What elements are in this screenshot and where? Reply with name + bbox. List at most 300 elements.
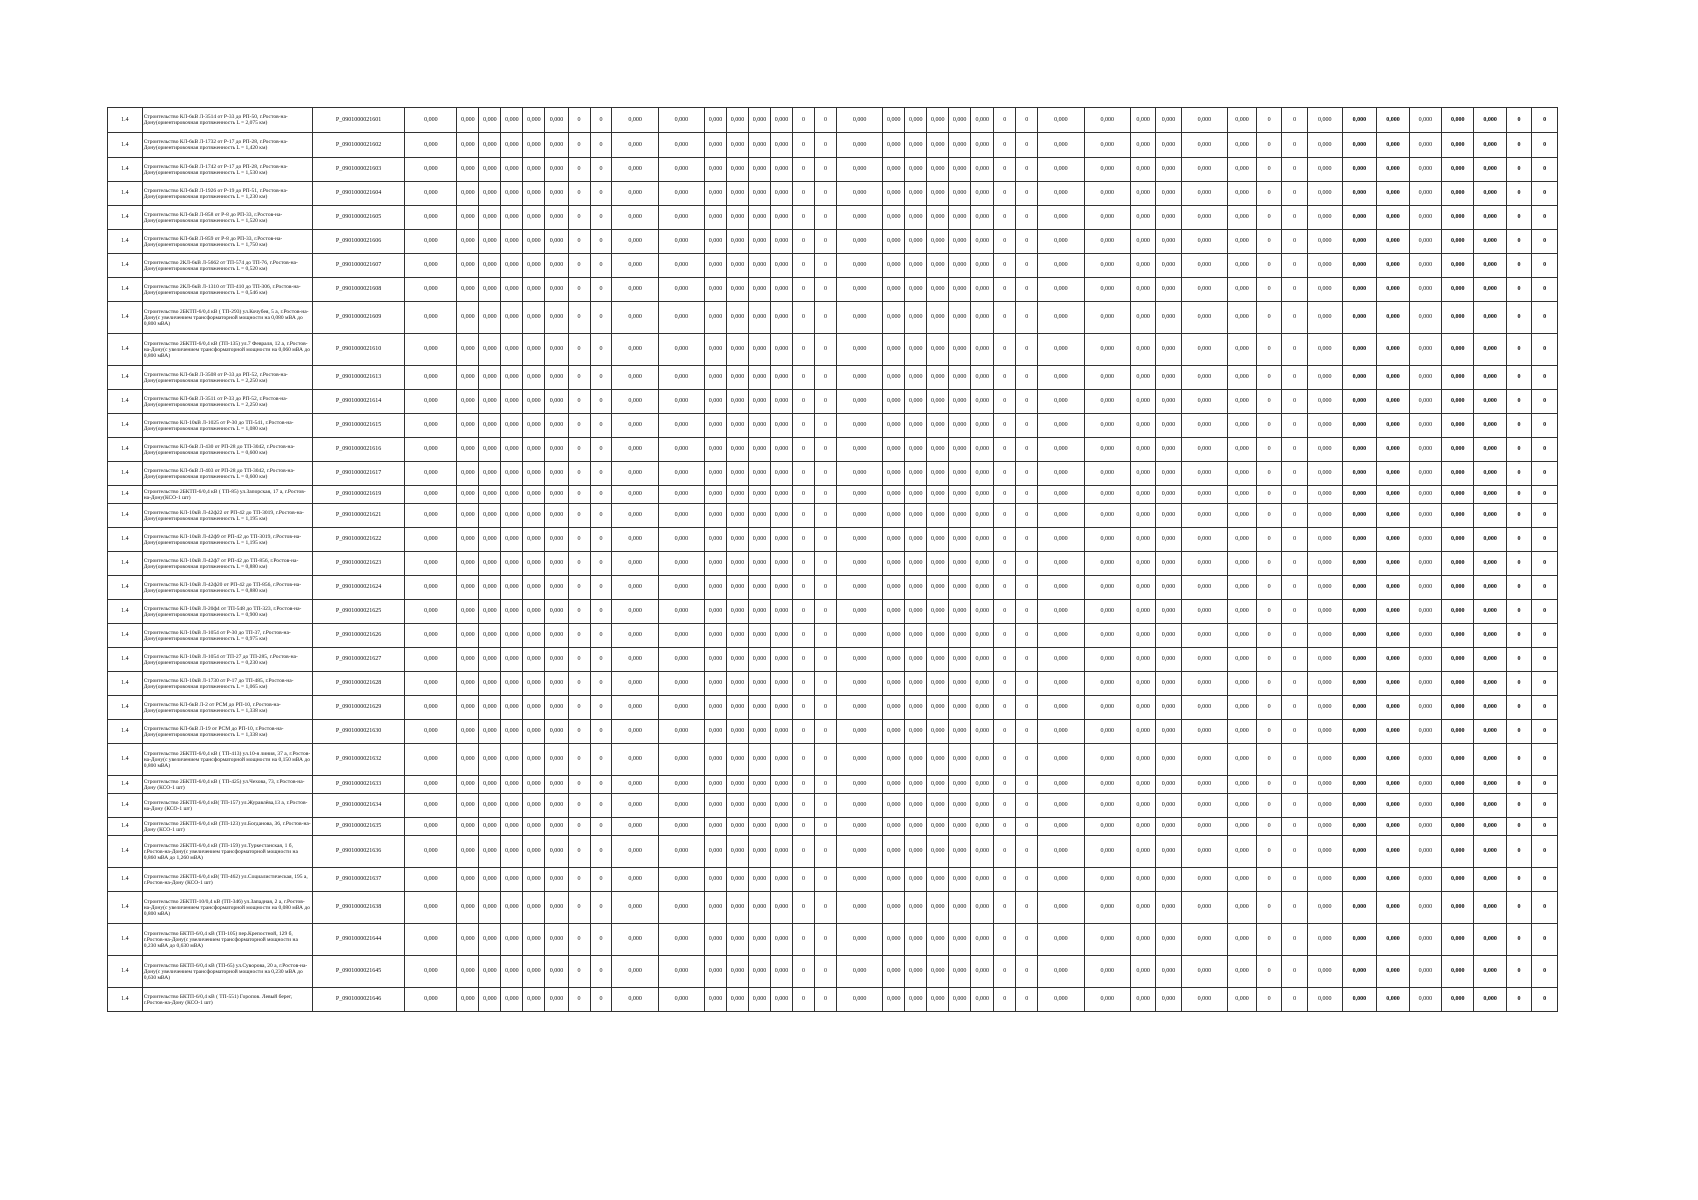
cell-count: 0 <box>792 956 814 988</box>
cell-count: 0 <box>994 462 1016 486</box>
cell-count: 0 <box>1016 230 1038 254</box>
cell-value: 0,000 <box>1342 366 1377 390</box>
cell-value: 0,000 <box>727 182 749 206</box>
table-row <box>108 414 1558 438</box>
table-row <box>108 624 1558 648</box>
cell-value: 0,000 <box>658 672 704 696</box>
cell-value: 0,000 <box>457 462 479 486</box>
cell-value: 0,000 <box>927 486 949 504</box>
cell-count: 0 <box>1282 600 1307 624</box>
cell-project-code: P_0901000021645 <box>312 956 405 988</box>
cell-value: 0,000 <box>1228 206 1257 230</box>
cell-project-code: P_0901000021610 <box>312 334 405 366</box>
cell-value: 0,000 <box>457 672 479 696</box>
cell-value: 0,000 <box>479 868 501 892</box>
cell-value: 0,000 <box>1084 818 1130 836</box>
cell-count: 0 <box>1506 818 1531 836</box>
cell-count: 0 <box>1016 504 1038 528</box>
cell-group: 1.4 <box>108 988 143 1012</box>
cell-value: 0,000 <box>749 744 771 776</box>
cell-value: 0,000 <box>727 390 749 414</box>
cell-value: 0,000 <box>771 624 793 648</box>
cell-count: 0 <box>814 924 836 956</box>
cell-value: 0,000 <box>1307 868 1342 892</box>
cell-value: 0,000 <box>1377 892 1409 924</box>
cell-value: 0,000 <box>1228 278 1257 302</box>
cell-value: 0,000 <box>949 672 971 696</box>
cell-group: 1.4 <box>108 744 143 776</box>
cell-value: 0,000 <box>658 836 704 868</box>
cell-description: Строительство КЛ-6кВ Л-3511 от Р-33 до РП-52, г.Ростов-на-Дону(ориентировочная протяженность L = 2,250 км) <box>142 390 312 414</box>
cell-value: 0,000 <box>545 414 568 438</box>
cell-value: 0,000 <box>1038 892 1084 924</box>
cell-value: 0,000 <box>1307 438 1342 462</box>
cell-value: 0,000 <box>1181 390 1227 414</box>
cell-value: 0,000 <box>971 302 994 334</box>
cell-count: 0 <box>1506 254 1531 278</box>
cell-count: 0 <box>1506 206 1531 230</box>
cell-value: 0,000 <box>658 206 704 230</box>
cell-value: 0,000 <box>727 794 749 818</box>
cell-value: 0,000 <box>523 438 545 462</box>
cell-count: 0 <box>1256 744 1281 776</box>
cell-value: 0,000 <box>457 924 479 956</box>
cell-project-code: P_0901000021644 <box>312 924 405 956</box>
cell-value: 0,000 <box>883 302 905 334</box>
cell-value: 0,000 <box>545 868 568 892</box>
cell-value: 0,000 <box>883 624 905 648</box>
cell-count: 0 <box>1282 486 1307 504</box>
cell-value: 0,000 <box>1228 486 1257 504</box>
table-row <box>108 133 1558 158</box>
cell-count: 0 <box>1506 504 1531 528</box>
cell-value: 0,000 <box>612 600 658 624</box>
cell-value: 0,000 <box>1442 924 1474 956</box>
cell-value: 0,000 <box>771 504 793 528</box>
cell-value: 0,000 <box>1442 182 1474 206</box>
cell-value: 0,000 <box>501 334 523 366</box>
cell-count: 0 <box>1532 486 1558 504</box>
cell-value: 0,000 <box>545 624 568 648</box>
cell-value: 0,000 <box>1130 230 1155 254</box>
cell-value: 0,000 <box>1038 133 1084 158</box>
cell-value: 0,000 <box>1084 552 1130 576</box>
cell-value: 0,000 <box>1228 390 1257 414</box>
cell-value: 0,000 <box>457 366 479 390</box>
cell-value: 0,000 <box>1156 794 1181 818</box>
cell-count: 0 <box>1506 390 1531 414</box>
cell-value: 0,000 <box>971 390 994 414</box>
cell-count: 0 <box>590 158 612 182</box>
cell-value: 0,000 <box>1228 794 1257 818</box>
cell-value: 0,000 <box>883 366 905 390</box>
cell-value: 0,000 <box>1181 892 1227 924</box>
cell-count: 0 <box>994 486 1016 504</box>
cell-count: 0 <box>814 744 836 776</box>
cell-description: Строительство 2БКТП-6/0,4 кВ (ТП-135) ул.7 Февраля, 12 а, г.Ростов-на-Дону(с увеличением трансформаторной мощности на 0,060 мВА до 0,800 мВА) <box>142 334 312 366</box>
cell-value: 0,000 <box>949 624 971 648</box>
cell-value: 0,000 <box>1474 696 1506 720</box>
cell-count: 0 <box>792 868 814 892</box>
cell-value: 0,000 <box>1409 744 1441 776</box>
cell-count: 0 <box>814 892 836 924</box>
cell-value: 0,000 <box>658 648 704 672</box>
cell-description: Строительство 2БКТП-6/0,4 кВ ( ТП-413) ул.10-я линия, 37 а, г.Ростов-на-Дону(с увеличением трансформаторной мощности на 0,150 мВА до 0,800 мВА) <box>142 744 312 776</box>
cell-value: 0,000 <box>612 133 658 158</box>
cell-value: 0,000 <box>658 438 704 462</box>
cell-value: 0,000 <box>1038 672 1084 696</box>
cell-value: 0,000 <box>1130 892 1155 924</box>
cell-count: 0 <box>1506 158 1531 182</box>
cell-value: 0,000 <box>479 133 501 158</box>
cell-value: 0,000 <box>927 776 949 794</box>
cell-value: 0,000 <box>927 696 949 720</box>
cell-value: 0,000 <box>1409 696 1441 720</box>
cell-value: 0,000 <box>1307 892 1342 924</box>
cell-value: 0,000 <box>771 672 793 696</box>
cell-count: 0 <box>814 836 836 868</box>
cell-value: 0,000 <box>1181 302 1227 334</box>
cell-value: 0,000 <box>727 334 749 366</box>
cell-value: 0,000 <box>1181 744 1227 776</box>
cell-count: 0 <box>1016 133 1038 158</box>
cell-count: 0 <box>814 133 836 158</box>
cell-value: 0,000 <box>1377 552 1409 576</box>
cell-value: 0,000 <box>1377 504 1409 528</box>
cell-value: 0,000 <box>749 438 771 462</box>
cell-count: 0 <box>568 462 590 486</box>
table-row <box>108 836 1558 868</box>
cell-value: 0,000 <box>905 486 927 504</box>
cell-description: Строительство КЛ-6кВ Л-2 от РСМ до РП-10, г.Ростов-на-Дону(ориентировочная протяженность L = 1,338 км) <box>142 696 312 720</box>
cell-value: 0,000 <box>1442 254 1474 278</box>
cell-value: 0,000 <box>749 672 771 696</box>
cell-value: 0,000 <box>1228 528 1257 552</box>
cell-count: 0 <box>1532 182 1558 206</box>
cell-value: 0,000 <box>612 504 658 528</box>
cell-value: 0,000 <box>612 206 658 230</box>
cell-value: 0,000 <box>479 648 501 672</box>
cell-value: 0,000 <box>727 462 749 486</box>
cell-value: 0,000 <box>405 230 457 254</box>
cell-value: 0,000 <box>1156 600 1181 624</box>
cell-value: 0,000 <box>545 438 568 462</box>
cell-value: 0,000 <box>905 794 927 818</box>
cell-value: 0,000 <box>1130 278 1155 302</box>
cell-count: 0 <box>1256 600 1281 624</box>
cell-count: 0 <box>1506 108 1531 133</box>
cell-value: 0,000 <box>1474 892 1506 924</box>
cell-value: 0,000 <box>523 462 545 486</box>
cell-value: 0,000 <box>545 254 568 278</box>
cell-value: 0,000 <box>1038 956 1084 988</box>
cell-value: 0,000 <box>1342 158 1377 182</box>
cell-value: 0,000 <box>1442 528 1474 552</box>
cell-value: 0,000 <box>1342 302 1377 334</box>
cell-count: 0 <box>792 988 814 1012</box>
cell-value: 0,000 <box>949 254 971 278</box>
cell-count: 0 <box>1256 414 1281 438</box>
cell-group: 1.4 <box>108 334 143 366</box>
cell-count: 0 <box>814 438 836 462</box>
cell-value: 0,000 <box>1377 366 1409 390</box>
cell-value: 0,000 <box>836 182 882 206</box>
cell-value: 0,000 <box>1377 133 1409 158</box>
cell-project-code: P_0901000021623 <box>312 552 405 576</box>
cell-value: 0,000 <box>1377 438 1409 462</box>
cell-count: 0 <box>1506 720 1531 744</box>
cell-value: 0,000 <box>1038 600 1084 624</box>
cell-count: 0 <box>994 836 1016 868</box>
cell-group: 1.4 <box>108 624 143 648</box>
cell-count: 0 <box>792 696 814 720</box>
cell-value: 0,000 <box>1342 624 1377 648</box>
cell-value: 0,000 <box>1442 836 1474 868</box>
cell-value: 0,000 <box>523 504 545 528</box>
cell-value: 0,000 <box>1342 696 1377 720</box>
cell-value: 0,000 <box>523 108 545 133</box>
cell-value: 0,000 <box>1228 924 1257 956</box>
cell-value: 0,000 <box>1038 924 1084 956</box>
cell-value: 0,000 <box>836 624 882 648</box>
cell-count: 0 <box>568 254 590 278</box>
cell-count: 0 <box>994 576 1016 600</box>
cell-count: 0 <box>1016 302 1038 334</box>
cell-value: 0,000 <box>883 794 905 818</box>
cell-value: 0,000 <box>1307 648 1342 672</box>
cell-value: 0,000 <box>1228 624 1257 648</box>
cell-count: 0 <box>590 206 612 230</box>
cell-value: 0,000 <box>1038 278 1084 302</box>
cell-value: 0,000 <box>1342 390 1377 414</box>
cell-value: 0,000 <box>771 818 793 836</box>
cell-value: 0,000 <box>523 366 545 390</box>
cell-value: 0,000 <box>771 696 793 720</box>
cell-value: 0,000 <box>927 182 949 206</box>
cell-count: 0 <box>1016 182 1038 206</box>
cell-value: 0,000 <box>727 504 749 528</box>
cell-count: 0 <box>590 278 612 302</box>
cell-value: 0,000 <box>883 504 905 528</box>
cell-count: 0 <box>1532 956 1558 988</box>
cell-value: 0,000 <box>1228 438 1257 462</box>
cell-value: 0,000 <box>1038 744 1084 776</box>
cell-count: 0 <box>1506 334 1531 366</box>
cell-value: 0,000 <box>457 414 479 438</box>
cell-value: 0,000 <box>479 504 501 528</box>
cell-value: 0,000 <box>705 108 727 133</box>
cell-value: 0,000 <box>1409 414 1441 438</box>
cell-value: 0,000 <box>883 868 905 892</box>
cell-value: 0,000 <box>1307 624 1342 648</box>
cell-group: 1.4 <box>108 648 143 672</box>
cell-count: 0 <box>1506 486 1531 504</box>
cell-count: 0 <box>1016 648 1038 672</box>
cell-value: 0,000 <box>1342 552 1377 576</box>
cell-value: 0,000 <box>405 414 457 438</box>
cell-count: 0 <box>1532 334 1558 366</box>
cell-value: 0,000 <box>612 836 658 868</box>
cell-value: 0,000 <box>1307 462 1342 486</box>
table-row <box>108 672 1558 696</box>
cell-value: 0,000 <box>927 672 949 696</box>
cell-value: 0,000 <box>1228 836 1257 868</box>
cell-value: 0,000 <box>905 133 927 158</box>
cell-value: 0,000 <box>1307 486 1342 504</box>
cell-value: 0,000 <box>457 648 479 672</box>
cell-value: 0,000 <box>1409 133 1441 158</box>
cell-count: 0 <box>1532 278 1558 302</box>
cell-value: 0,000 <box>1228 366 1257 390</box>
cell-value: 0,000 <box>1474 720 1506 744</box>
cell-count: 0 <box>590 794 612 818</box>
cell-value: 0,000 <box>545 924 568 956</box>
cell-value: 0,000 <box>771 230 793 254</box>
cell-value: 0,000 <box>749 182 771 206</box>
cell-count: 0 <box>1256 924 1281 956</box>
cell-value: 0,000 <box>523 672 545 696</box>
cell-value: 0,000 <box>545 744 568 776</box>
cell-count: 0 <box>1532 892 1558 924</box>
cell-value: 0,000 <box>705 302 727 334</box>
cell-description: Строительство КЛ-10кВ Л-20ф4 от ТП-548 до ТП-323, г.Ростов-на-Дону(ориентировочная протяженность L = 0,900 км) <box>142 600 312 624</box>
cell-value: 0,000 <box>1084 206 1130 230</box>
cell-value: 0,000 <box>1442 158 1474 182</box>
table-row <box>108 528 1558 552</box>
cell-value: 0,000 <box>727 924 749 956</box>
cell-value: 0,000 <box>927 390 949 414</box>
cell-value: 0,000 <box>749 254 771 278</box>
cell-value: 0,000 <box>545 206 568 230</box>
cell-value: 0,000 <box>1342 672 1377 696</box>
cell-count: 0 <box>1282 278 1307 302</box>
cell-value: 0,000 <box>457 158 479 182</box>
cell-value: 0,000 <box>771 988 793 1012</box>
cell-count: 0 <box>1506 868 1531 892</box>
table-row <box>108 720 1558 744</box>
cell-count: 0 <box>1256 836 1281 868</box>
cell-value: 0,000 <box>1228 600 1257 624</box>
cell-value: 0,000 <box>1442 302 1474 334</box>
cell-value: 0,000 <box>883 892 905 924</box>
cell-value: 0,000 <box>523 892 545 924</box>
cell-count: 0 <box>792 600 814 624</box>
cell-value: 0,000 <box>523 254 545 278</box>
cell-value: 0,000 <box>1181 818 1227 836</box>
cell-value: 0,000 <box>1474 230 1506 254</box>
cell-value: 0,000 <box>749 924 771 956</box>
cell-value: 0,000 <box>612 868 658 892</box>
cell-description: Строительство 2БКТП-6/0,4 кВ( ТП-462) ул.Социалистическая, 195 а, г.Ростов-на-Дону (КСО-1 шт) <box>142 868 312 892</box>
cell-value: 0,000 <box>1156 868 1181 892</box>
cell-value: 0,000 <box>1442 576 1474 600</box>
cell-value: 0,000 <box>1130 438 1155 462</box>
cell-value: 0,000 <box>905 576 927 600</box>
cell-value: 0,000 <box>1409 302 1441 334</box>
cell-value: 0,000 <box>771 334 793 366</box>
cell-count: 0 <box>568 230 590 254</box>
cell-value: 0,000 <box>457 528 479 552</box>
cell-value: 0,000 <box>1442 696 1474 720</box>
cell-value: 0,000 <box>971 182 994 206</box>
cell-group: 1.4 <box>108 504 143 528</box>
cell-value: 0,000 <box>1130 108 1155 133</box>
cell-value: 0,000 <box>1181 576 1227 600</box>
cell-group: 1.4 <box>108 133 143 158</box>
cell-count: 0 <box>792 624 814 648</box>
cell-value: 0,000 <box>1228 744 1257 776</box>
cell-project-code: P_0901000021637 <box>312 868 405 892</box>
cell-count: 0 <box>568 956 590 988</box>
cell-value: 0,000 <box>883 390 905 414</box>
cell-count: 0 <box>1506 696 1531 720</box>
cell-value: 0,000 <box>457 576 479 600</box>
cell-value: 0,000 <box>749 486 771 504</box>
cell-value: 0,000 <box>479 302 501 334</box>
cell-group: 1.4 <box>108 776 143 794</box>
cell-value: 0,000 <box>523 230 545 254</box>
cell-value: 0,000 <box>545 600 568 624</box>
cell-value: 0,000 <box>1084 776 1130 794</box>
cell-count: 0 <box>994 552 1016 576</box>
cell-value: 0,000 <box>1307 390 1342 414</box>
cell-value: 0,000 <box>612 892 658 924</box>
cell-value: 0,000 <box>612 744 658 776</box>
cell-count: 0 <box>814 486 836 504</box>
cell-value: 0,000 <box>1084 438 1130 462</box>
cell-count: 0 <box>792 133 814 158</box>
cell-value: 0,000 <box>727 278 749 302</box>
cell-value: 0,000 <box>927 956 949 988</box>
table-row <box>108 334 1558 366</box>
cell-value: 0,000 <box>1442 624 1474 648</box>
cell-value: 0,000 <box>1181 956 1227 988</box>
cell-value: 0,000 <box>658 254 704 278</box>
cell-value: 0,000 <box>1377 390 1409 414</box>
cell-value: 0,000 <box>927 302 949 334</box>
cell-value: 0,000 <box>905 182 927 206</box>
cell-value: 0,000 <box>479 334 501 366</box>
cell-value: 0,000 <box>1181 672 1227 696</box>
cell-value: 0,000 <box>1084 528 1130 552</box>
cell-value: 0,000 <box>545 486 568 504</box>
cell-value: 0,000 <box>927 366 949 390</box>
cell-count: 0 <box>1532 818 1558 836</box>
cell-value: 0,000 <box>1377 108 1409 133</box>
cell-value: 0,000 <box>523 836 545 868</box>
cell-value: 0,000 <box>836 892 882 924</box>
cell-count: 0 <box>590 462 612 486</box>
cell-group: 1.4 <box>108 552 143 576</box>
cell-value: 0,000 <box>479 776 501 794</box>
cell-count: 0 <box>1256 956 1281 988</box>
cell-value: 0,000 <box>971 278 994 302</box>
cell-value: 0,000 <box>479 366 501 390</box>
cell-count: 0 <box>568 988 590 1012</box>
cell-value: 0,000 <box>1038 528 1084 552</box>
cell-count: 0 <box>994 108 1016 133</box>
cell-value: 0,000 <box>883 462 905 486</box>
cell-value: 0,000 <box>905 836 927 868</box>
cell-count: 0 <box>568 600 590 624</box>
cell-value: 0,000 <box>949 600 971 624</box>
cell-value: 0,000 <box>1156 744 1181 776</box>
cell-value: 0,000 <box>1307 182 1342 206</box>
cell-value: 0,000 <box>1130 696 1155 720</box>
cell-value: 0,000 <box>1307 552 1342 576</box>
cell-count: 0 <box>1256 868 1281 892</box>
cell-value: 0,000 <box>545 390 568 414</box>
